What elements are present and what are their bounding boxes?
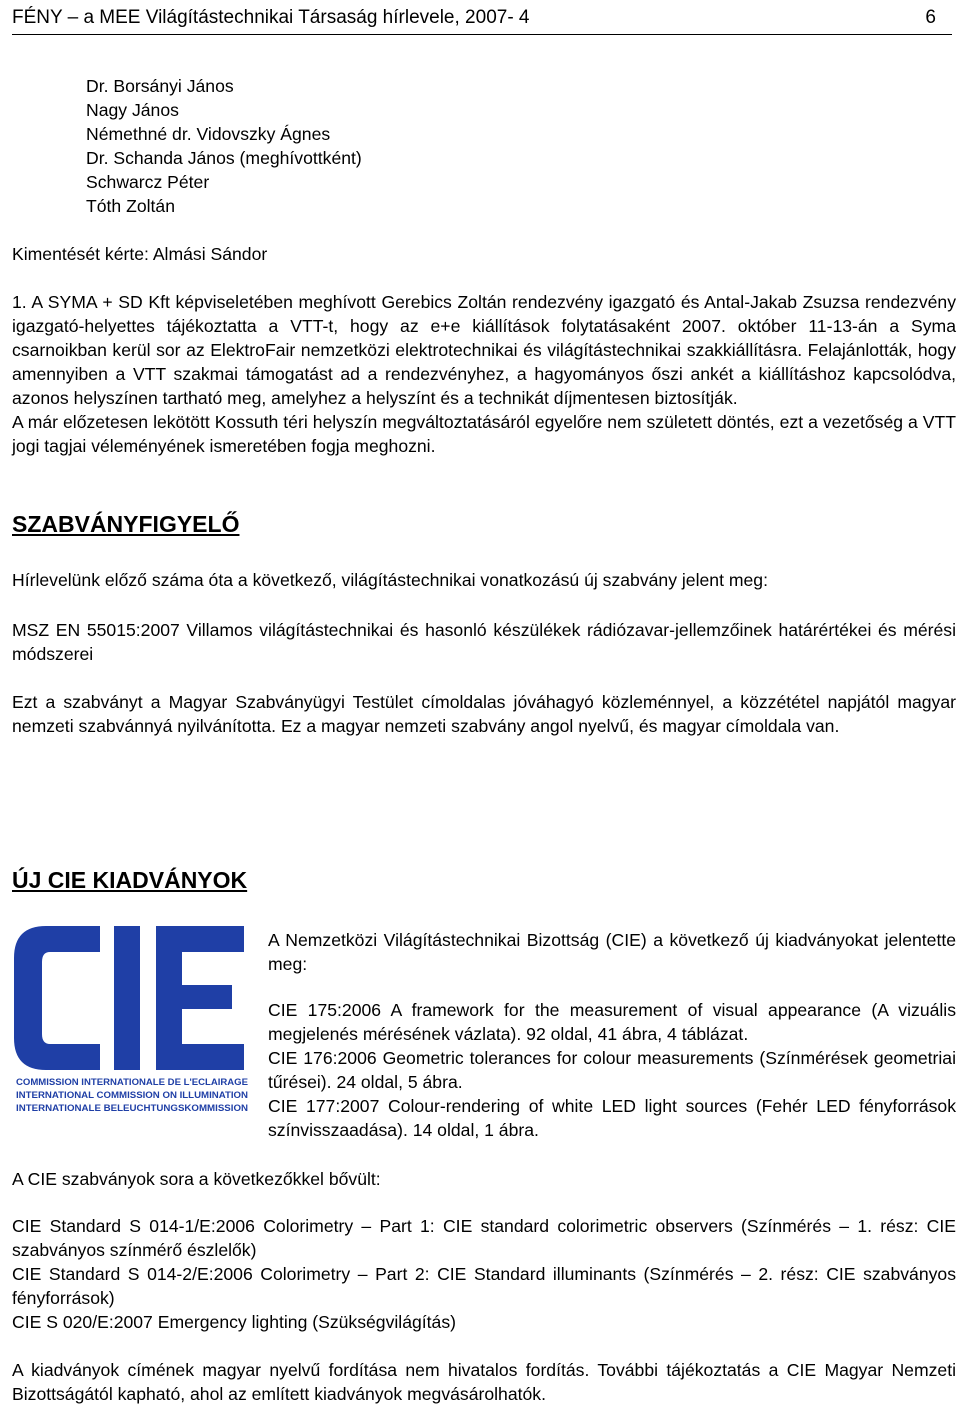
cie-standards-intro: A CIE szabványok sora a következőkkel bővült: bbox=[12, 1169, 381, 1189]
cie-logo-line-1: COMMISSION INTERNATIONALE DE L'ECLAIRAGE bbox=[16, 1077, 248, 1087]
cie-standard: CIE Standard S 014-2/E:2006 Colorimetry – Part 2: CIE Standard illuminants (Színmérés – 2. rész: CIE szabványos fényforrások) bbox=[12, 1264, 956, 1308]
excused-note: Kimentését kérte: Almási Sándor bbox=[12, 244, 268, 264]
cie-logo-line-3: INTERNATIONALE BELEUCHTUNGSKOMMISSION bbox=[16, 1103, 249, 1113]
cie-publication: CIE 176:2006 Geometric tolerances for colour measurements (Színmérések geometriai tűrései). 24 oldal, 5 ábra. bbox=[268, 1048, 956, 1092]
item-1-paragraph-2: A már előzetesen lekötött Kossuth téri helyszín megváltoztatásáról egyelőre nem született döntés, ezt a vezetőség a VTT jogi tagjai véleményének ismeretében fogja meghozni. bbox=[12, 412, 956, 456]
cie-logo-line-2: INTERNATIONAL COMMISSION ON ILLUMINATION bbox=[16, 1090, 249, 1100]
cie-logo-graphic bbox=[14, 922, 250, 1122]
item-1 bbox=[12, 290, 956, 458]
cie-publication-list bbox=[268, 998, 956, 1142]
cie-intro: A Nemzetközi Világítástechnikai Bizottság (CIE) a következő új kiadványokat jelentette meg: bbox=[268, 930, 956, 974]
cie-standard: CIE Standard S 014-1/E:2006 Colorimetry – Part 1: CIE standard colorimetric observers (Színmérés – 1. rész: CIE szabványos színmérő észlelők) bbox=[12, 1216, 956, 1260]
header-title: FÉNY – a MEE Világítástechnikai Társaság hírlevele, 2007- 4 bbox=[12, 7, 530, 28]
cie-standards-list bbox=[12, 1214, 956, 1334]
cie-standard: CIE S 020/E:2007 Emergency lighting (Szükségvilágítás) bbox=[12, 1312, 456, 1332]
cie-logo bbox=[14, 922, 250, 1122]
szabvany-note: Ezt a szabványt a Magyar Szabványügyi Testület címoldalas jóváhagyó közleménnyel, a közzététel napjától magyar nemzeti szabvánnyá nyilvánította. Ez a magyar nemzeti szabvány angol nyelvű, és magyar címoldala van. bbox=[12, 692, 956, 736]
attendee-name: Nagy János bbox=[86, 100, 179, 120]
page-number: 6 bbox=[925, 7, 936, 28]
cie-publication: CIE 177:2007 Colour-rendering of white LED light sources (Fehér LED fényforrások színvisszaadása). 14 oldal, 1 ábra. bbox=[268, 1096, 956, 1140]
attendee-name: Némethné dr. Vidovszky Ágnes bbox=[86, 124, 331, 144]
attendee-name: Tóth Zoltán bbox=[86, 196, 175, 216]
cie-publication: CIE 175:2006 A framework for the measurement of visual appearance (A vizuális megjelenés mérésének vázlata). 92 oldal, 41 ábra, 4 táblázat. bbox=[268, 1000, 956, 1044]
section-heading-szabvanyfigyelo: SZABVÁNYFIGYELŐ bbox=[12, 511, 240, 537]
attendee-name: Dr. Schanda János (meghívottként) bbox=[86, 148, 362, 168]
attendee-name: Schwarcz Péter bbox=[86, 172, 210, 192]
item-1-paragraph: 1. A SYMA + SD Kft képviseletében meghívott Gerebics Zoltán rendezvény igazgató és Antal-Jakab Zsuzsa rendezvény igazgató-helyettes tájékoztatta a VTT-t, hogy az e+e kiállítások folytatásaként 2007. október 11-13-án a Syma csarnoikban kerül sor az ElektroFair nemzetközi elektrotechnikai és világítástechnikai szakkiállításra. Felajánlották, hogy amennyiben a VTT szakmai támogatást ad a rendezvényhez, a hagyományos őszi ankét a kiállításhoz kapcsolódva, azonos helyszínen tartható meg, amelyhez a helyszínt és a technikát díjmentesen biztosítják. bbox=[12, 292, 956, 408]
attendee-list bbox=[86, 74, 362, 218]
szabvany-standard: MSZ EN 55015:2007 Villamos világítástechnikai és hasonló készülékek rádiózavar-jellemzőinek határértékei és mérési módszerei bbox=[12, 620, 956, 664]
szabvany-intro: Hírlevelünk előző száma óta a következő, világítástechnikai vonatkozású új szabvány jelent meg: bbox=[12, 570, 768, 590]
cie-closing-note: A kiadványok címének magyar nyelvű fordítása nem hivatalos fordítás. További tájékoztatás a CIE Magyar Nemzeti Bizottságától kapható, ahol az említett kiadványok megvásárolhatók. bbox=[12, 1360, 956, 1404]
attendee-name: Dr. Borsányi János bbox=[86, 76, 234, 96]
section-heading-cie: ÚJ CIE KIADVÁNYOK bbox=[12, 867, 248, 893]
running-header bbox=[12, 4, 952, 35]
